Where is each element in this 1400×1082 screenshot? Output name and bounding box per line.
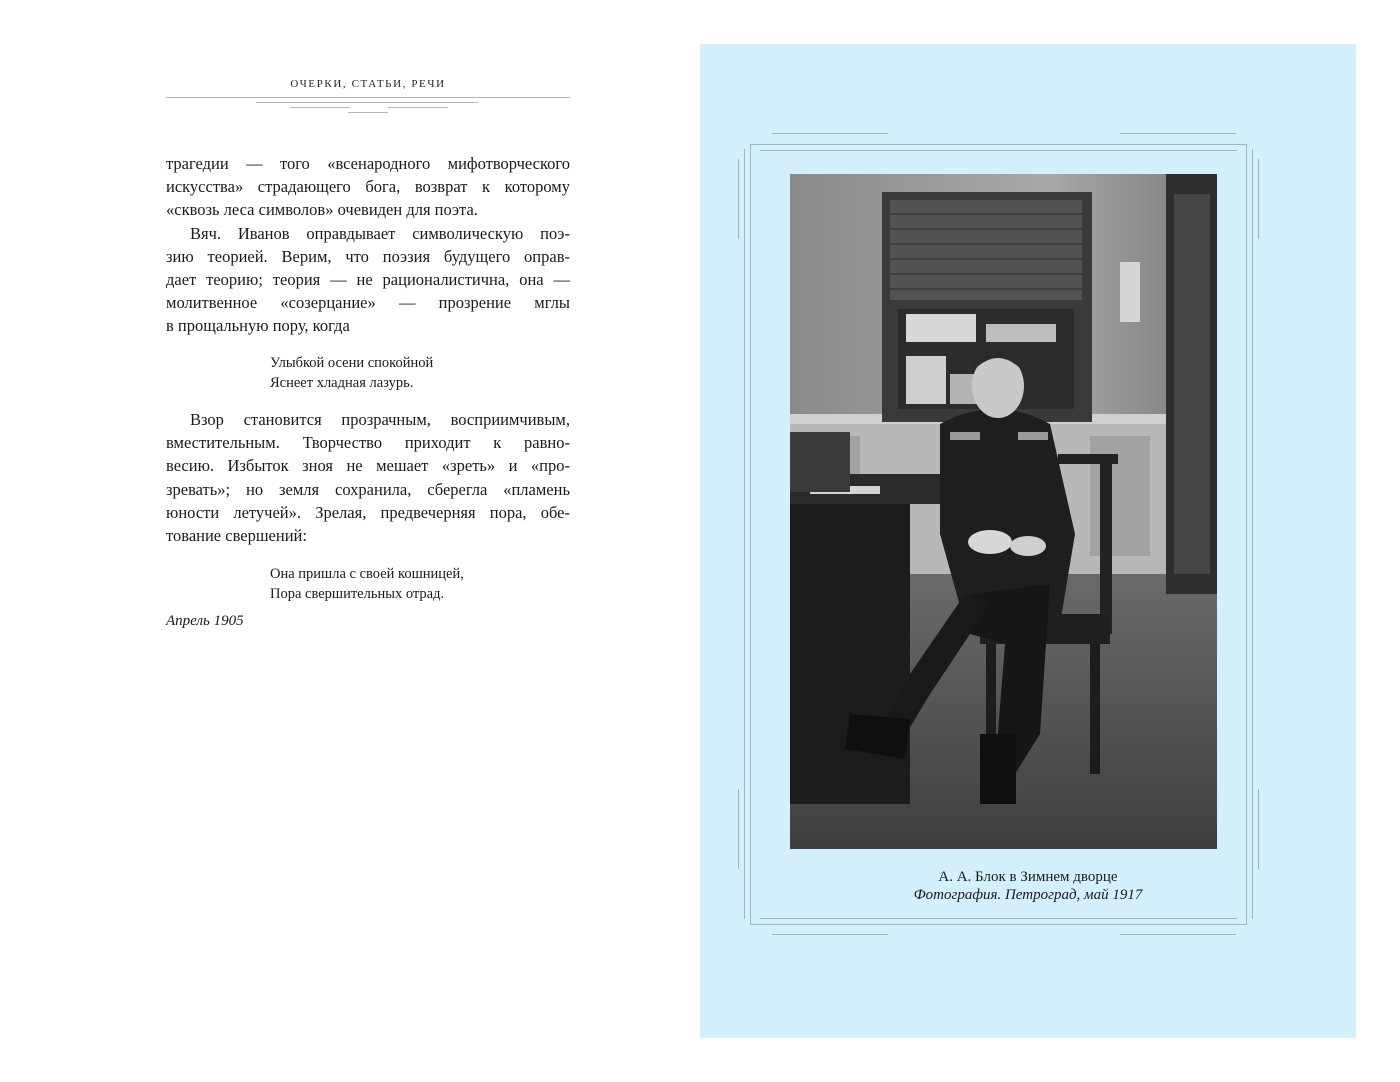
head-rule-top bbox=[166, 97, 570, 98]
body-line: в прощальную пору, когда bbox=[166, 316, 350, 336]
body-line: трагедии — того «всенародного мифотворческого bbox=[166, 154, 570, 173]
head-rule-bottom bbox=[348, 112, 388, 113]
frame-outer-bottom bbox=[760, 918, 1237, 919]
body-text-block-2 bbox=[166, 408, 570, 547]
verse-line: Улыбкой осени спокойной bbox=[270, 355, 434, 371]
frame-outer-top bbox=[760, 150, 1237, 151]
head-rule-left-short bbox=[290, 107, 350, 108]
body-line: зревать»; но земля сохранила, сберегла «пламень bbox=[166, 479, 570, 499]
verse-line: Она пришла с своей кошницей, bbox=[270, 566, 464, 582]
frame-ornament-bl bbox=[772, 934, 888, 935]
body-line: дает теорию; теория — не рационалистична, она — bbox=[166, 270, 570, 290]
verse-quote-2 bbox=[270, 564, 464, 604]
frame-inner-top bbox=[750, 144, 1247, 145]
frame-inner-right bbox=[1246, 144, 1247, 924]
body-line: зию теорией. Верим, что поэзия будущего оправ- bbox=[166, 246, 570, 266]
frame-outer-right bbox=[1252, 149, 1253, 919]
head-rule-right-short bbox=[388, 107, 448, 108]
frame-ornament-tr bbox=[1120, 133, 1236, 134]
body-line: молитвенное «созерцание» — прозрение мглы bbox=[166, 293, 570, 313]
body-line: тование свершений: bbox=[166, 526, 307, 546]
frame-inner-left bbox=[750, 144, 751, 924]
frame-ornament-rb bbox=[1258, 789, 1259, 869]
photo-caption-description: Фотография. Петроград, май 1917 bbox=[913, 887, 1143, 903]
body-line: Взор становится прозрачным, восприимчивым, bbox=[190, 410, 570, 429]
frame-outer-left bbox=[744, 149, 745, 919]
photo-caption-title: А. А. Блок в Зимнем дворце bbox=[938, 869, 1118, 885]
photo-plate bbox=[700, 44, 1356, 1038]
portrait-photograph-image bbox=[790, 174, 1217, 849]
body-line: весию. Избыток зноя не мешает «зреть» и «про- bbox=[166, 456, 570, 476]
body-line: искусства» страдающего бога, возврат к которому bbox=[166, 177, 570, 197]
body-line: юности летучей». Зрелая, предвечерняя пора, обе- bbox=[166, 502, 570, 522]
verse-quote-1 bbox=[270, 353, 433, 393]
head-rule-middle bbox=[256, 102, 478, 103]
body-line: «сквозь леса символов» очевиден для поэта. bbox=[166, 200, 478, 220]
verse-line: Яснеет хладная лазурь. bbox=[270, 375, 414, 391]
portrait-photograph bbox=[790, 174, 1217, 849]
running-head: ОЧЕРКИ, СТАТЬИ, РЕЧИ bbox=[290, 78, 446, 90]
frame-ornament-rt bbox=[1258, 159, 1259, 239]
frame-ornament-lt bbox=[738, 159, 739, 239]
frame-ornament-lb bbox=[738, 789, 739, 869]
body-text-block-1 bbox=[166, 152, 570, 338]
verse-line: Пора свершительных отрад. bbox=[270, 586, 445, 602]
frame-ornament-tl bbox=[772, 133, 888, 134]
frame-ornament-br bbox=[1120, 934, 1236, 935]
frame-inner-bottom bbox=[750, 924, 1247, 925]
date-line: Апрель 1905 bbox=[166, 613, 244, 629]
body-line: вместительным. Творчество приходит к равно- bbox=[166, 433, 570, 453]
body-line: Вяч. Иванов оправдывает символическую поэ- bbox=[190, 223, 570, 243]
